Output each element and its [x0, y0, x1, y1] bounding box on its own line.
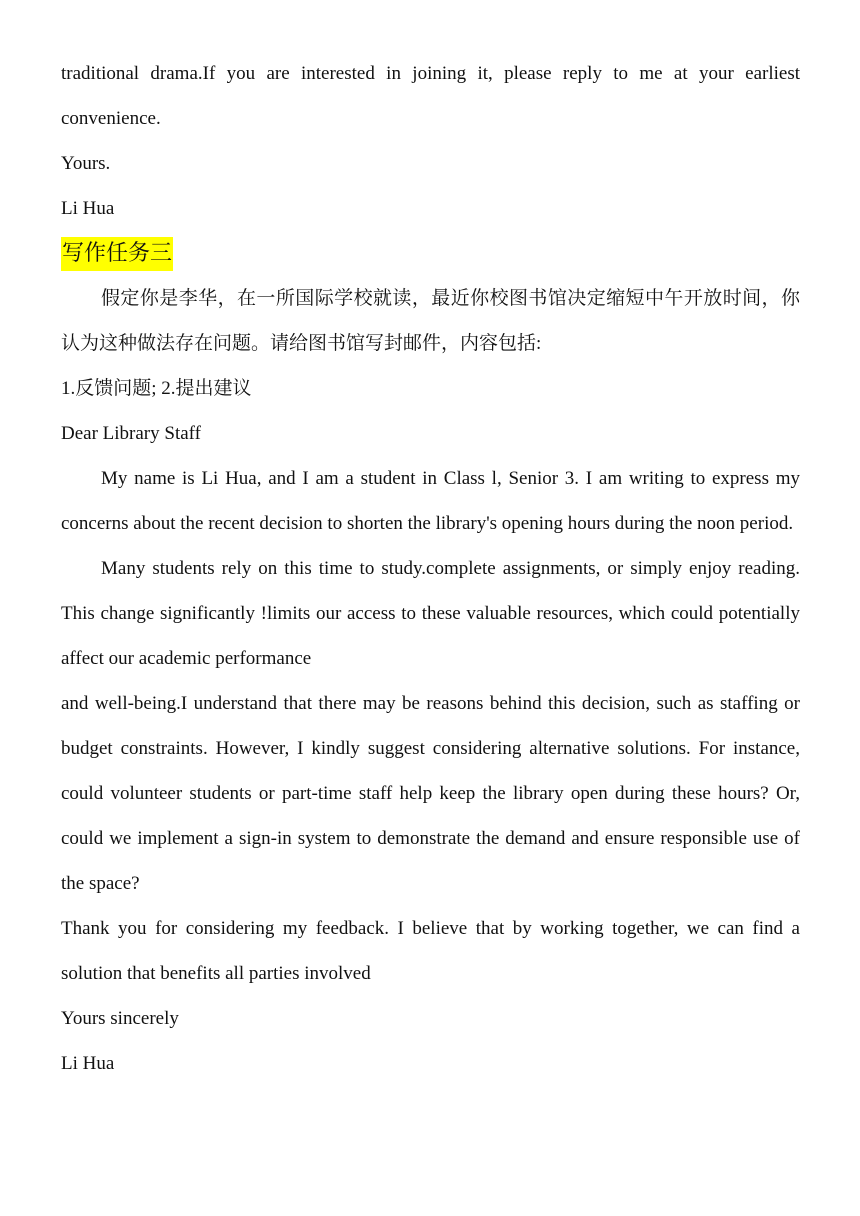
letter-paragraph-3: and well-being.I understand that there may be reasons behind this decision, such as staffing or budget constraints. However, I kindly suggest considering alternative solutions. For instance, could volunteer students or part-time staff help keep the library open during these hours? Or, could we implement a sign-in system to demonstrate the demand and ensure responsible use of the space?: [61, 693, 800, 894]
previous-letter-signature: Li Hua: [61, 198, 115, 219]
document-page: [61, 51, 800, 1086]
letter-signature: Li Hua: [61, 1053, 115, 1074]
letter-paragraph-2: Many students rely on this time to study.complete assignments, or simply enjoy reading. This change significantly !limits our access to these valuable resources, which could potentially affect our academic performance: [61, 558, 800, 669]
task-heading-row: [61, 231, 800, 276]
letter-salutation: Dear Library Staff: [61, 423, 201, 444]
letter-paragraph-1: My name is Li Hua, and I am a student in Class l, Senior 3. I am writing to express my concerns about the recent decision to shorten the library's opening hours during the noon period.: [61, 468, 800, 534]
letter-paragraph-4: Thank you for considering my feedback. I believe that by working together, we can find a solution that benefits all parties involved: [61, 918, 800, 984]
previous-letter-ending: traditional drama.If you are interested in joining it, please reply to me at your earliest convenience.: [61, 63, 800, 129]
task-prompt: 假定你是李华，在一所国际学校就读，最近你校图书馆决定缩短中午开放时间，你认为这种做法存在问题。请给图书馆写封邮件，内容包括:: [61, 288, 800, 354]
previous-letter-closing: Yours.: [61, 153, 111, 174]
letter-closing: Yours sincerely: [61, 1008, 179, 1029]
task-points: 1.反馈问题; 2.提出建议: [61, 378, 252, 399]
task-heading: 写作任务三: [61, 237, 173, 271]
